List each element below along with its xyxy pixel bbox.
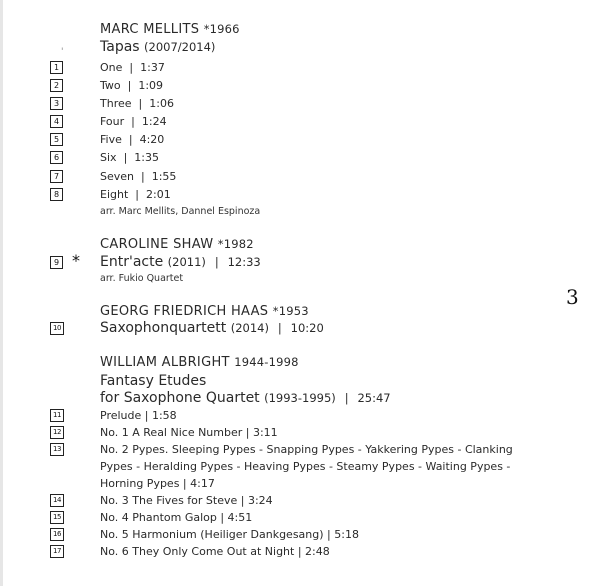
separator: | [214, 255, 219, 269]
composer-years: 1944-1998 [234, 355, 299, 369]
separator: | [141, 170, 145, 183]
separator: | [344, 391, 349, 405]
track-number: 17 [50, 545, 64, 558]
track-duration: 1:06 [149, 97, 174, 110]
separator: | [138, 97, 143, 110]
track-entry [100, 133, 164, 146]
track-number: 6 [50, 151, 63, 164]
asterisk-marker: * [72, 251, 80, 270]
track-duration: 1:55 [151, 170, 177, 183]
work-title-text: Tapas [100, 39, 140, 55]
track-number: 13 [50, 443, 64, 456]
composer-name: MARC MELLITS [100, 22, 200, 37]
track-number: 5 [50, 133, 63, 146]
track-number: 16 [50, 528, 64, 541]
track-number: 8 [50, 188, 63, 201]
track-title: Three [100, 97, 132, 110]
print-mark: ' [61, 47, 64, 57]
composer-years: *1982 [217, 237, 254, 251]
track-number: 15 [50, 511, 64, 524]
track-duration: 1:37 [140, 61, 165, 74]
track-number: 2 [50, 79, 63, 92]
work-title [100, 390, 391, 406]
track-title: Eight [100, 188, 129, 201]
work-duration: 10:20 [290, 321, 324, 335]
track-entry: No. 4 Phantom Galop | 4:51 [100, 511, 253, 524]
composer-years: *1966 [203, 22, 240, 36]
track-title: Four [100, 115, 125, 128]
track-duration: 4:20 [139, 133, 165, 146]
track-number: 14 [50, 494, 64, 507]
work-title [100, 320, 324, 336]
separator: | [127, 79, 132, 92]
track-number: 12 [50, 426, 64, 439]
work-year: (1993-1995) [264, 391, 336, 405]
track-number: 7 [50, 170, 63, 183]
page-edge [0, 0, 3, 586]
track-title: Five [100, 133, 122, 146]
track-title: Seven [100, 170, 134, 183]
separator: | [277, 321, 282, 335]
separator: | [129, 61, 134, 74]
track-number: 10 [50, 322, 64, 335]
work-year: (2014) [230, 321, 269, 335]
track-entry [100, 97, 174, 110]
arrangement-note: arr. Marc Mellits, Dannel Espinoza [100, 206, 261, 217]
track-duration: 1:24 [141, 115, 167, 128]
track-title: Two [100, 79, 121, 92]
track-entry [100, 151, 159, 164]
work-year: (2007/2014) [144, 40, 216, 54]
work-title [100, 254, 261, 270]
separator: | [135, 188, 139, 201]
track-entry [100, 170, 176, 183]
track-entry: No. 3 The Fives for Steve | 3:24 [100, 494, 273, 507]
track-duration: 2:01 [146, 188, 171, 201]
composer-heading [100, 237, 254, 252]
track-entry: Prelude | 1:58 [100, 409, 177, 422]
track-entry: No. 2 Pypes. Sleeping Pypes - Snapping Pypes - Yakkering Pypes - Clanking [100, 443, 513, 456]
track-entry: No. 1 A Real Nice Number | 3:11 [100, 426, 278, 439]
composer-heading [100, 304, 309, 319]
page-number: 3 [566, 285, 579, 309]
track-duration: 1:09 [138, 79, 164, 92]
track-title: One [100, 61, 123, 74]
track-duration: 1:35 [134, 151, 159, 164]
track-title: Six [100, 151, 117, 164]
composer-heading [100, 22, 240, 37]
work-title: Fantasy Etudes [100, 373, 207, 389]
track-entry-continued: Horning Pypes | 4:17 [100, 477, 215, 490]
work-year: (2011) [167, 255, 206, 269]
track-entry [100, 61, 165, 74]
work-title [100, 39, 215, 55]
composer-name: CAROLINE SHAW [100, 237, 214, 252]
separator: | [123, 151, 128, 164]
work-title-text: Entr'acte [100, 254, 164, 270]
track-number: 9 [50, 256, 63, 269]
track-entry [100, 79, 163, 92]
work-duration: 12:33 [227, 255, 261, 269]
separator: | [131, 115, 135, 128]
track-number: 1 [50, 61, 63, 74]
composer-name: GEORG FRIEDRICH HAAS [100, 304, 269, 319]
track-entry [100, 188, 171, 201]
track-entry: No. 6 They Only Come Out at Night | 2:48 [100, 545, 330, 558]
track-entry: No. 5 Harmonium (Heiliger Dankgesang) | 5:18 [100, 528, 359, 541]
composer-name: WILLIAM ALBRIGHT [100, 355, 230, 370]
work-title-text: Saxophonquartett [100, 320, 227, 336]
track-number: 4 [50, 115, 63, 128]
arrangement-note: arr. Fukio Quartet [100, 273, 184, 284]
track-number: 3 [50, 97, 63, 110]
work-duration: 25:47 [357, 391, 391, 405]
track-entry-continued: Pypes - Heralding Pypes - Heaving Pypes - Steamy Pypes - Waiting Pypes - [100, 460, 511, 473]
composer-years: *1953 [272, 304, 309, 318]
track-number: 11 [50, 409, 64, 422]
separator: | [128, 133, 133, 146]
track-entry [100, 115, 167, 128]
composer-heading [100, 355, 299, 370]
work-title-text: for Saxophone Quartet [100, 390, 260, 406]
